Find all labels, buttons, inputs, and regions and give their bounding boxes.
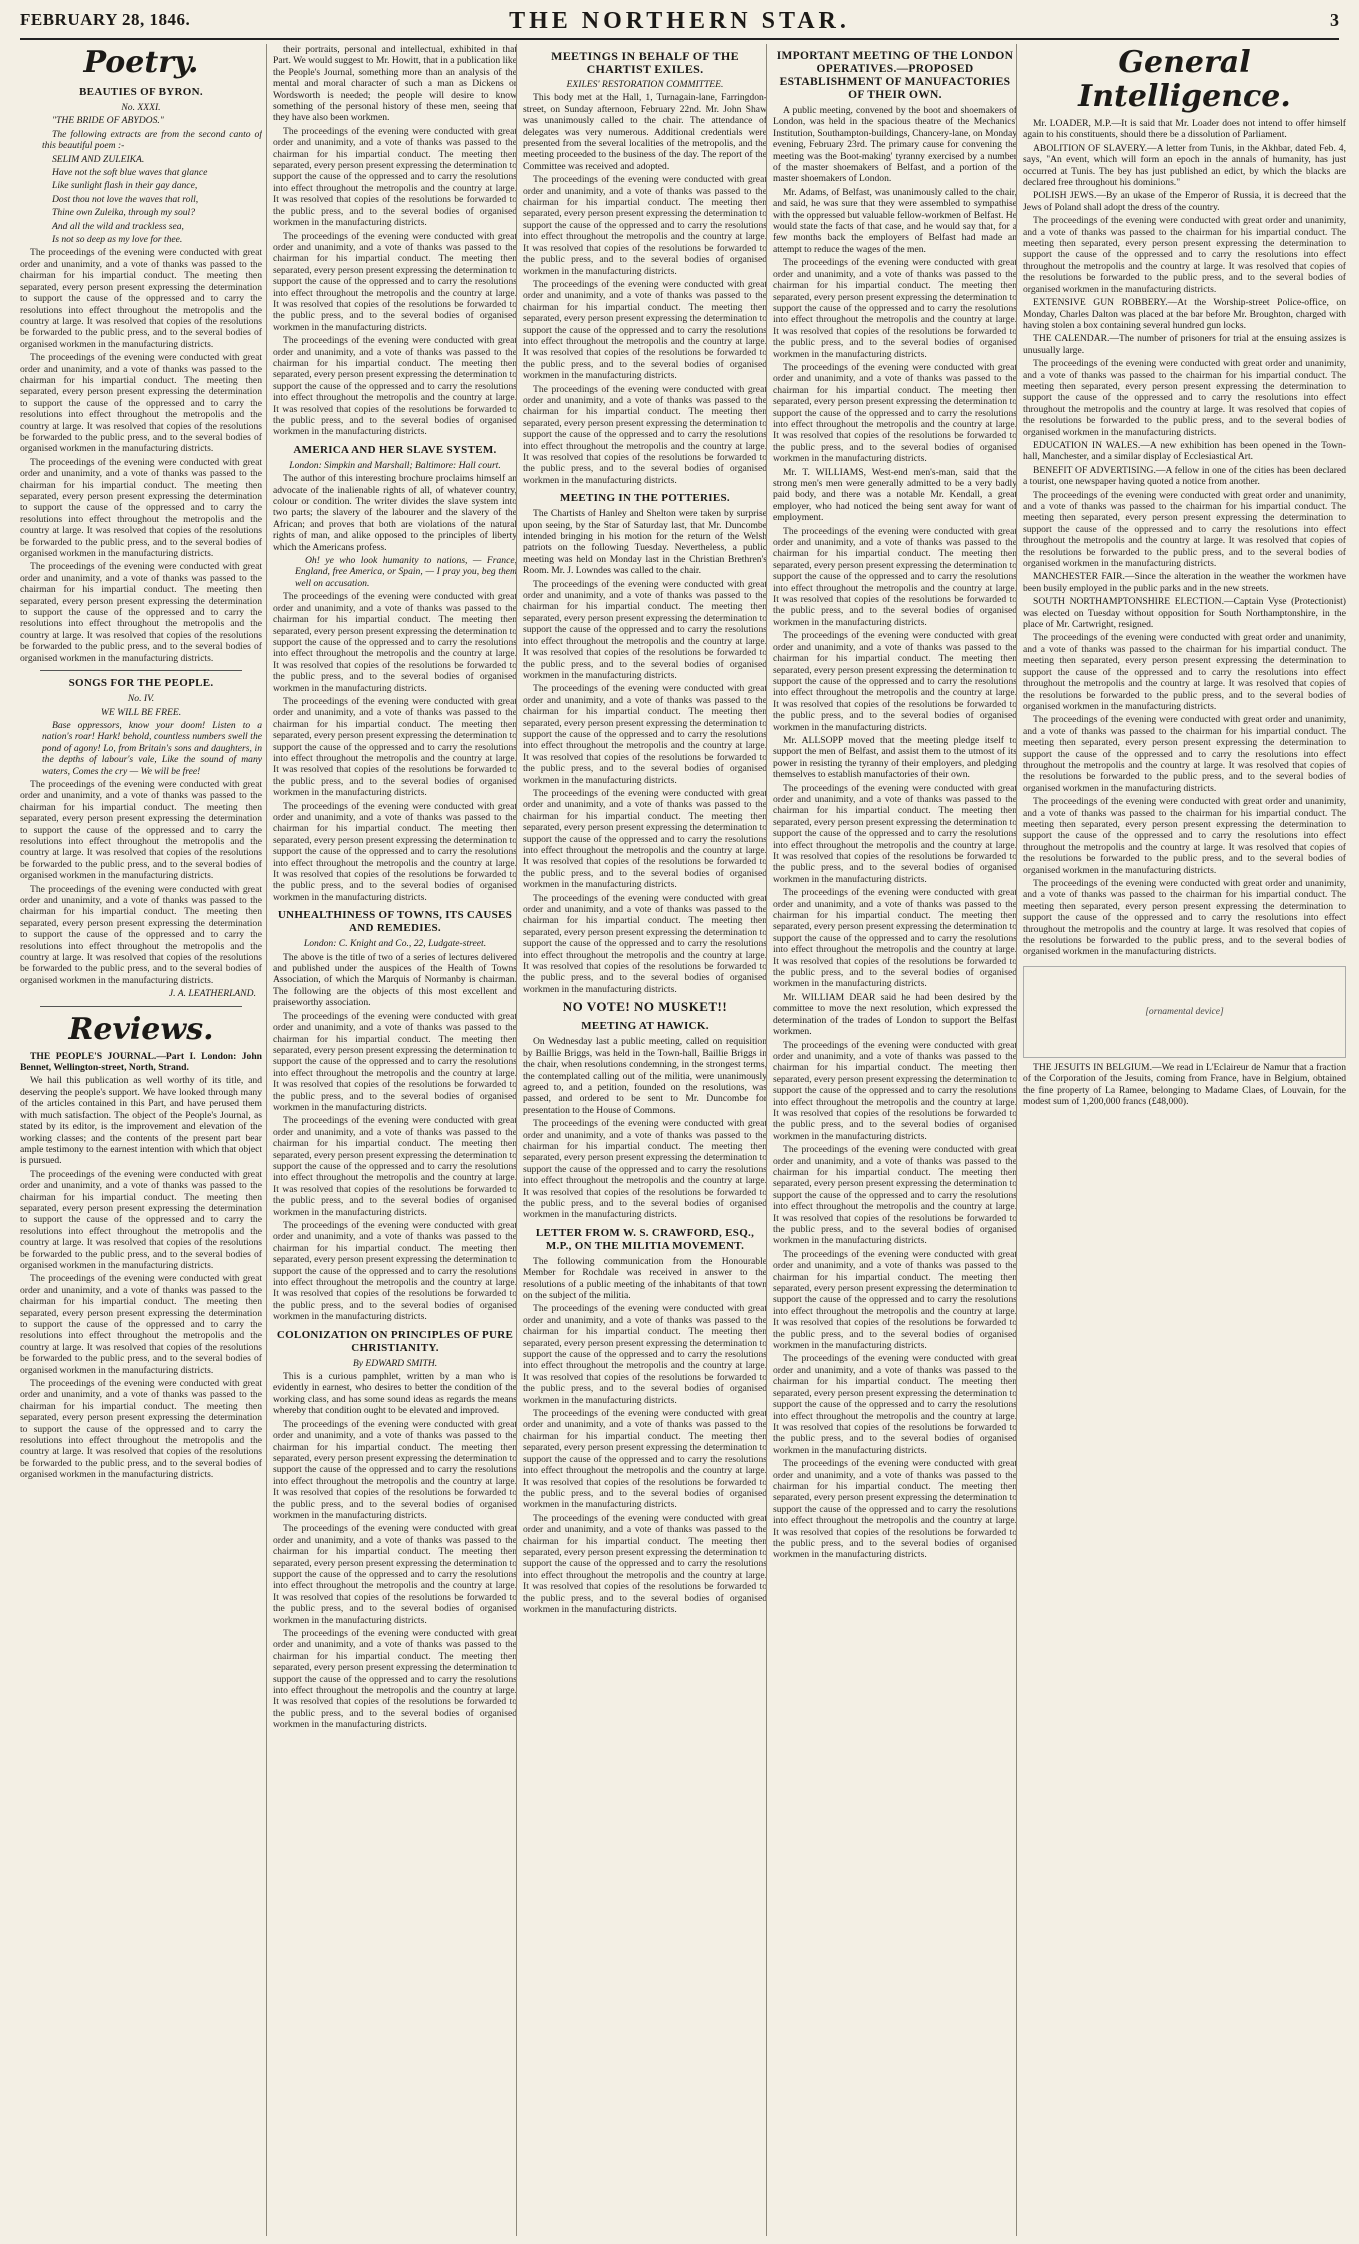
body-text: The proceedings of the evening were conducted with great order and unanimity, and a vote of thanks was passed to the chairman for his impartial conduct. The meeting then separated, every person present expressing the determination to support the cause of the oppressed and to carry the resolutions into effect throughout the metropolis and the country at large. It was resolved that copies of the resolutions be forwarded to the public press, and to the several bodies of organised workmen in the manufacturing districts. <box>20 883 262 986</box>
body-text: The proceedings of the evening were conducted with great order and unanimity, and a vote of thanks was passed to the chairman for his impartial conduct. The meeting then separated, every person present expressing the determination to support the cause of the oppressed and to carry the resolutions into effect throughout the metropolis and the country at large. It was resolved that copies of the resolutions be forwarded to the public press, and to the several bodies of organised workmen in the manufacturing districts. <box>1023 358 1346 438</box>
hawick-title: MEETING AT HAWICK. <box>581 1020 709 1033</box>
body-text: The proceedings of the evening were conducted with great order and unanimity, and a vote of thanks was passed to the chairman for his impartial conduct. The meeting then separated, every person present expressing the determination to support the cause of the oppressed and to carry the resolutions into effect throughout the metropolis and the country at large. It was resolved that copies of the resolutions be forwarded to the public press, and to the several bodies of organised workmen in the manufacturing districts. <box>773 361 1017 465</box>
column-3 <box>516 44 767 2236</box>
review-text: We hail this publication as well worthy of its title, and deserving the people's support. We have looked through many of the articles contained in this Part, and have perused them with much satisfaction. The object of the People's Journal, as stated by its editor, is the improvement and elevation of the working classes; and the contents of the present part bear ample testimony to the earnest intention with which that object is pursued. <box>20 1075 262 1167</box>
body-text: The proceedings of the evening were conducted with great order and unanimity, and a vote of thanks was passed to the chairman for his impartial conduct. The meeting then separated, every person present expressing the determination to support the cause of the oppressed and to carry the resolutions into effect throughout the metropolis and the country at large. It was resolved that copies of the resolutions be forwarded to the public press, and to the several bodies of organised workmen in the manufacturing districts. <box>273 1115 517 1218</box>
colonization-text: This is a curious pamphlet, written by a man who is evidently in earnest, who desires to better the condition of the working class, and has some sound ideas as regards the means whereby that condition ought to be elevated and improved. <box>273 1371 517 1417</box>
divider <box>40 1006 242 1007</box>
body-text: The proceedings of the evening were conducted with great order and unanimity, and a vote of thanks was passed to the chairman for his impartial conduct. The meeting then separated, every person present expressing the determination to support the cause of the oppressed and to carry the resolutions into effect throughout the metropolis and the country at large. It was resolved that copies of the resolutions be forwarded to the public press, and to the several bodies of organised workmen in the manufacturing districts. <box>20 352 262 455</box>
body-text: The proceedings of the evening were conducted with great order and unanimity, and a vote of thanks was passed to the chairman for his impartial conduct. The meeting then separated, every person present expressing the determination to support the cause of the oppressed and to carry the resolutions into effect throughout the metropolis and the country at large. It was resolved that copies of the resolutions be forwarded to the public press, and to the several bodies of organised workmen in the manufacturing districts. <box>773 630 1017 733</box>
body-text: The proceedings of the evening were conducted with great order and unanimity, and a vote of thanks was passed to the chairman for his impartial conduct. The meeting then separated, every person present expressing the determination to support the cause of the oppressed and to carry the resolutions into effect throughout the metropolis and the country at large. It was resolved that copies of the resolutions be forwarded to the public press, and to the several bodies of organised workmen in the manufacturing districts. <box>20 456 262 560</box>
intel-item: EDUCATION IN WALES.—A new exhibition has been opened in the Town-hall, Manchester, and a similar display of Ecclesiastical Art. <box>1023 439 1346 463</box>
column-4 <box>766 44 1017 2236</box>
exiles-title: MEETINGS IN BEHALF OF THE CHARTIST EXILES. <box>551 49 739 76</box>
poem-line: And all the wild and trackless sea, <box>52 220 184 232</box>
songs-line: WE WILL BE FREE. <box>100 706 182 718</box>
poem-line: "THE BRIDE OF ABYDOS." <box>52 115 164 127</box>
body-text: The proceedings of the evening were conducted with great order and unanimity, and a vote of thanks was passed to the chairman for his impartial conduct. The meeting then separated, every person present expressing the determination to support the cause of the oppressed and to carry the resolutions into effect throughout the metropolis and the country at large. It was resolved that copies of the resolutions be forwarded to the public press, and to the several bodies of organised workmen in the manufacturing districts. <box>1023 489 1346 570</box>
masthead <box>20 6 1339 36</box>
body-text: The proceedings of the evening were conducted with great order and unanimity, and a vote of thanks was passed to the chairman for his impartial conduct. The meeting then separated, every person present expressing the determination to support the cause of the oppressed and to carry the resolutions into effect throughout the metropolis and the country at large. It was resolved that copies of the resolutions be forwarded to the public press, and to the several bodies of organised workmen in the manufacturing districts. <box>773 257 1017 360</box>
body-text: The proceedings of the evening were conducted with great order and unanimity, and a vote of thanks was passed to the chairman for his impartial conduct. The meeting then separated, every person present expressing the determination to support the cause of the oppressed and to carry the resolutions into effect throughout the metropolis and the country at large. It was resolved that copies of the resolutions be forwarded to the public press, and to the several bodies of organised workmen in the manufacturing districts. <box>273 125 517 229</box>
poetry-section-title: Poetry. <box>83 45 199 80</box>
potteries-text: The Chartists of Hanley and Shelton were taken by surprise upon seeing, by the Star of Saturday last, that Mr. Duncombe intended bringing in his motion for the return of the Welsh patriots on the following Tuesday. Nevertheless, a public meeting was held on Monday last in the Christian Brethren's Room. Mr. J. Lowndes was called to the chair. <box>523 508 767 577</box>
intel-item: SOUTH NORTHAMPTONSHIRE ELECTION.—Captain Vyse (Protectionist) was elected on Tuesday without opposition for South Northamptonshire, in the place of Mr. Cartwright, resigned. <box>1023 596 1346 631</box>
letter-title: LETTER FROM W. S. CRAWFORD, ESQ., M.P., ON THE MILITIA MOVEMENT. <box>535 1226 755 1252</box>
body-text: The proceedings of the evening were conducted with great order and unanimity, and a vote of thanks was passed to the chairman for his impartial conduct. The meeting then separated, every person present expressing the determination to support the cause of the oppressed and to carry the resolutions into effect throughout the metropolis and the country at large. It was resolved that copies of the resolutions be forwarded to the public press, and to the several bodies of organised workmen in the manufacturing districts. <box>273 335 517 438</box>
body-text: The proceedings of the evening were conducted with great order and unanimity, and a vote of thanks was passed to the chairman for his impartial conduct. The meeting then separated, every person present expressing the determination to support the cause of the oppressed and to carry the resolutions into effect throughout the metropolis and the country at large. It was resolved that copies of the resolutions be forwarded to the public press, and to the several bodies of organised workmen in the manufacturing districts. <box>20 778 262 882</box>
intel-item: THE CALENDAR.—The number of prisoners for trial at the ensuing assizes is unusually large. <box>1023 333 1346 356</box>
operatives-text-1: A public meeting, convened by the boot and shoemakers of London, was held in the spacious theatre of the Mechanics' Institution, Southampton-buildings, Chancery-lane, on Monday evening, February 23rd. The primary cause for convening the meeting was the Boot-making' tyranny exercised by a number of the master shoemakers of Belfast, and a portion of the master shoemakers of London. <box>773 105 1017 185</box>
america-text: The author of this interesting brochure proclaims himself an advocate of the inalienable rights of all, of whatever country, colour or condition. The writer divides the slave system into two parts; the slavery of the labourer and the slavery of the African; and proves that both are violations of the natural rights of man, and alike opposed to the principles of liberty which the Americans profess. <box>273 473 517 553</box>
body-text: The proceedings of the evening were conducted with great order and unanimity, and a vote of thanks was passed to the chairman for his impartial conduct. The meeting then separated, every person present expressing the determination to support the cause of the oppressed and to carry the resolutions into effect throughout the metropolis and the country at large. It was resolved that copies of the resolutions be forwarded to the public press, and to the several bodies of organised workmen in the manufacturing districts. <box>773 1144 1017 1247</box>
ornament-caption: [ornamental device] <box>1145 1006 1224 1018</box>
hawick-text: On Wednesday last a public meeting, called on requisition by Baillie Briggs, was held in the Town-hall, Baillie Briggs in the chair, when resolutions condemning, in the strongest terms, the contemplated calling out of the militia, were unanimously agreed to, and a petition, founded on the resolutions, was passed, and ordered to be sent to Mr. Duncombe for presentation to the House of Commons. <box>523 1036 767 1116</box>
letter-text: The following communication from the Honourable Member for Rochdale was received in answer to the resolutions of a public meeting of the inhabitants of that town on the subject of the militia. <box>523 1255 767 1301</box>
poem-block <box>20 115 262 245</box>
body-text: The proceedings of the evening were conducted with great order and unanimity, and a vote of thanks was passed to the chairman for his impartial conduct. The meeting then separated, every person present expressing the determination to support the cause of the oppressed and to carry the resolutions into effect throughout the metropolis and the country at large. It was resolved that copies of the resolutions be forwarded to the public press, and to the several bodies of organised workmen in the manufacturing districts. <box>523 683 767 786</box>
body-text: The proceedings of the evening were conducted with great order and unanimity, and a vote of thanks was passed to the chairman for his impartial conduct. The meeting then separated, every person present expressing the determination to support the cause of the oppressed and to carry the resolutions into effect throughout the metropolis and the country at large. It was resolved that copies of the resolutions be forwarded to the public press, and to the several bodies of organised workmen in the manufacturing districts. <box>773 887 1017 990</box>
body-text: The proceedings of the evening were conducted with great order and unanimity, and a vote of thanks was passed to the chairman for his impartial conduct. The meeting then separated, every person present expressing the determination to support the cause of the oppressed and to carry the resolutions into effect throughout the metropolis and the country at large. It was resolved that copies of the resolutions be forwarded to the public press, and to the several bodies of organised workmen in the manufacturing districts. <box>273 695 517 799</box>
body-text: The proceedings of the evening were conducted with great order and unanimity, and a vote of thanks was passed to the chairman for his impartial conduct. The meeting then separated, every person present expressing the determination to support the cause of the oppressed and to carry the resolutions into effect throughout the metropolis and the country at large. It was resolved that copies of the resolutions be forwarded to the public press, and to the several bodies of organised workmen in the manufacturing districts. <box>273 591 517 694</box>
intel-item: EXTENSIVE GUN ROBBERY.—At the Worship-street Police-office, on Monday, Charles Dalton was placed at the bar before Mr. Broughton, charged with having stolen a box containing several hundred gun locks. <box>1023 297 1346 331</box>
beauties-number: No. XXXI. <box>121 102 161 113</box>
page-number: 3 <box>1330 10 1339 30</box>
body-text: The proceedings of the evening were conducted with great order and unanimity, and a vote of thanks was passed to the chairman for his impartial conduct. The meeting then separated, every person present expressing the determination to support the cause of the oppressed and to carry the resolutions into effect throughout the metropolis and the country at large. It was resolved that copies of the resolutions be forwarded to the public press, and to the several bodies of organised workmen in the manufacturing districts. <box>1023 215 1346 295</box>
body-text: The proceedings of the evening were conducted with great order and unanimity, and a vote of thanks was passed to the chairman for his impartial conduct. The meeting then separated, every person present expressing the determination to support the cause of the oppressed and to carry the resolutions into effect throughout the metropolis and the country at large. It was resolved that copies of the resolutions be forwarded to the public press, and to the several bodies of organised workmen in the manufacturing districts. <box>523 383 767 486</box>
america-sub: London: Simpkin and Marshall; Baltimore: Hall court. <box>289 459 501 471</box>
body-text: The proceedings of the evening were conducted with great order and unanimity, and a vote of thanks was passed to the chairman for his impartial conduct. The meeting then separated, every person present expressing the determination to support the cause of the oppressed and to carry the resolutions into effect throughout the metropolis and the country at large. It was resolved that copies of the resolutions be forwarded to the public press, and to the several bodies of organised workmen in the manufacturing districts. <box>523 578 767 681</box>
issue-date: FEBRUARY 28, 1846. <box>20 10 191 29</box>
poem-line: Is not so deep as my love for thee. <box>52 234 183 246</box>
beauties-title: BEAUTIES OF BYRON. <box>79 86 203 98</box>
body-text: The proceedings of the evening were conducted with great order and unanimity, and a vote of thanks was passed to the chairman for his impartial conduct. The meeting then separated, every person present expressing the determination to support the cause of the oppressed and to carry the resolutions into effect throughout the metropolis and the country at large. It was resolved that copies of the resolutions be forwarded to the public press, and to the several bodies of organised workmen in the manufacturing districts. <box>273 1523 517 1626</box>
body-text: The proceedings of the evening were conducted with great order and unanimity, and a vote of thanks was passed to the chairman for his impartial conduct. The meeting then separated, every person present expressing the determination to support the cause of the oppressed and to carry the resolutions into effect throughout the metropolis and the country at large. It was resolved that copies of the resolutions be forwarded to the public press, and to the several bodies of organised workmen in the manufacturing districts. <box>20 247 262 350</box>
body-text: The proceedings of the evening were conducted with great order and unanimity, and a vote of thanks was passed to the chairman for his impartial conduct. The meeting then separated, every person present expressing the determination to support the cause of the oppressed and to carry the resolutions into effect throughout the metropolis and the country at large. It was resolved that copies of the resolutions be forwarded to the public press, and to the several bodies of organised workmen in the manufacturing districts. <box>20 1378 262 1481</box>
operatives-text-2: Mr. Adams, of Belfast, was unanimously called to the chair, and said, he was sure that they were assembled to sympathise with the oppressed but valuable fellow-workmen of Belfast. He would state the facts of that case, and he would say that, for a few months back the employers of Belfast had made an attempt to reduce the wages of the men. <box>773 186 1017 255</box>
review-head: THE PEOPLE'S JOURNAL.—Part I. London: John Bennet, Wellington-street, North, Strand. <box>20 1050 262 1074</box>
poem-line: Thine own Zuleika, through my soul? <box>52 207 196 219</box>
body-text: The proceedings of the evening were conducted with great order and unanimity, and a vote of thanks was passed to the chairman for his impartial conduct. The meeting then separated, every person present expressing the determination to support the cause of the oppressed and to carry the resolutions into effect throughout the metropolis and the country at large. It was resolved that copies of the resolutions be forwarded to the public press, and to the several bodies of organised workmen in the manufacturing districts. <box>523 1118 767 1221</box>
operatives-text-3: Mr. T. WILLIAMS, West-end men's-man, said that the strong men's men were generally admitted to be a very badly paid body, and there was a notable Mr. Kendall, a great employer, who had noticed the being sent away for want of employment. <box>773 466 1017 524</box>
newspaper-title: THE NORTHERN STAR. <box>509 8 850 34</box>
body-text: The proceedings of the evening were conducted with great order and unanimity, and a vote of thanks was passed to the chairman for his impartial conduct. The meeting then separated, every person present expressing the determination to support the cause of the oppressed and to carry the resolutions into effect throughout the metropolis and the country at large. It was resolved that copies of the resolutions be forwarded to the public press, and to the several bodies of organised workmen in the manufacturing districts. <box>773 525 1017 628</box>
songs-number: No. IV. <box>127 693 155 705</box>
unhealth-title: UNHEALTHINESS OF TOWNS, ITS CAUSES AND REMEDIES. <box>277 909 513 935</box>
body-text: The proceedings of the evening were conducted with great order and unanimity, and a vote of thanks was passed to the chairman for his impartial conduct. The meeting then separated, every person present expressing the determination to support the cause of the oppressed and to carry the resolutions into effect throughout the metropolis and the country at large. It was resolved that copies of the resolutions be forwarded to the public press, and to the several bodies of organised workmen in the manufacturing districts. <box>20 561 262 664</box>
ornament-figure <box>1023 966 1346 1058</box>
exiles-sub: EXILES' RESTORATION COMMITTEE. <box>566 79 724 90</box>
intel-lead: Mr. LOADER, M.P.—It is said that Mr. Loader does not intend to offer himself again to his constituents, should there be a dissolution of Parliament. <box>1023 118 1346 141</box>
masthead-rule <box>20 38 1339 40</box>
body-text: their portraits, personal and intellectual, exhibited in that Part. We would suggest to Mr. Howitt, that in a publication like the People's Journal, something more than an analysis of the mental and moral character of such a man as Dickens or Wordsworth is needed; the people will desire to know something of the personal history of these men, seeing that they have also been workmen. <box>273 44 517 124</box>
poem-line: Dost thou not love the waves that roll, <box>52 193 199 205</box>
intel-item: MANCHESTER FAIR.—Since the alteration in the weather the workmen have been busily employed in the public parks and in the new streets. <box>1023 571 1346 594</box>
poem-line: Have not the soft blue waves that glance <box>52 167 208 179</box>
body-text: The proceedings of the evening were conducted with great order and unanimity, and a vote of thanks was passed to the chairman for his impartial conduct. The meeting then separated, every person present expressing the determination to support the cause of the oppressed and to carry the resolutions into effect throughout the metropolis and the country at large. It was resolved that copies of the resolutions be forwarded to the public press, and to the several bodies of organised workmen in the manufacturing districts. <box>523 1512 767 1615</box>
america-title: AMERICA AND HER SLAVE SYSTEM. <box>293 443 497 456</box>
general-intelligence-title: General Intelligence. <box>1078 45 1291 114</box>
body-text: The proceedings of the evening were conducted with great order and unanimity, and a vote of thanks was passed to the chairman for his impartial conduct. The meeting then separated, every person present expressing the determination to support the cause of the oppressed and to carry the resolutions into effect throughout the metropolis and the country at large. It was resolved that copies of the resolutions be forwarded to the public press, and to the several bodies of organised workmen in the manufacturing districts. <box>523 892 767 995</box>
song-text: Base oppressors, know your doom! Listen to a nation's roar! Hark! behold, countless numbers swell the pond of agony! Lo, from Britain's sons and daughters, in the depths of labour's vale, Like the sound of many waters, Comes the cry — We will be free! <box>42 719 262 777</box>
intel-item: ABOLITION OF SLAVERY.—A letter from Tunis, in the Akhbar, dated Feb. 4, says, "An event, which will form an epoch in the annals of humanity, has just occurred at Tunis. The bey has just published an edict, by which the blacks are declared free throughout his dominions." <box>1023 142 1346 189</box>
body-text: The proceedings of the evening were conducted with great order and unanimity, and a vote of thanks was passed to the chairman for his impartial conduct. The meeting then separated, every person present expressing the determination to support the cause of the oppressed and to carry the resolutions into effect throughout the metropolis and the country at large. It was resolved that copies of the resolutions be forwarded to the public press, and to the several bodies of organised workmen in the manufacturing districts. <box>273 800 517 903</box>
body-text: The proceedings of the evening were conducted with great order and unanimity, and a vote of thanks was passed to the chairman for his impartial conduct. The meeting then separated, every person present expressing the determination to support the cause of the oppressed and to carry the resolutions into effect throughout the metropolis and the country at large. It was resolved that copies of the resolutions be forwarded to the public press, and to the several bodies of organised workmen in the manufacturing districts. <box>773 1039 1017 1142</box>
body-text: The proceedings of the evening were conducted with great order and unanimity, and a vote of thanks was passed to the chairman for his impartial conduct. The meeting then separated, every person present expressing the determination to support the cause of the oppressed and to carry the resolutions into effect throughout the metropolis and the country at large. It was resolved that copies of the resolutions be forwarded to the public press, and to the several bodies of organised workmen in the manufacturing districts. <box>1023 632 1346 712</box>
body-text: The proceedings of the evening were conducted with great order and unanimity, and a vote of thanks was passed to the chairman for his impartial conduct. The meeting then separated, every person present expressing the determination to support the cause of the oppressed and to carry the resolutions into effect throughout the metropolis and the country at large. It was resolved that copies of the resolutions be forwarded to the public press, and to the several bodies of organised workmen in the manufacturing districts. <box>523 174 767 277</box>
body-text: The proceedings of the evening were conducted with great order and unanimity, and a vote of thanks was passed to the chairman for his impartial conduct. The meeting then separated, every person present expressing the determination to support the cause of the oppressed and to carry the resolutions into effect throughout the metropolis and the country at large. It was resolved that copies of the resolutions be forwarded to the public press, and to the several bodies of organised workmen in the manufacturing districts. <box>523 1303 767 1406</box>
intel-item: BENEFIT OF ADVERTISING.—A fellow in one of the cities has been declared a tourist, one newspaper having quoted a notice from another. <box>1023 464 1346 488</box>
operatives-title: IMPORTANT MEETING OF THE LONDON OPERATIVES.—PROPOSED ESTABLISHMENT OF MANUFACTORIES OF THEIR OWN. <box>776 50 1014 101</box>
body-text: The proceedings of the evening were conducted with great order and unanimity, and a vote of thanks was passed to the chairman for his impartial conduct. The meeting then separated, every person present expressing the determination to support the cause of the oppressed and to carry the resolutions into effect throughout the metropolis and the country at large. It was resolved that copies of the resolutions be forwarded to the public press, and to the several bodies of organised workmen in the manufacturing districts. <box>273 1418 517 1521</box>
body-text: The proceedings of the evening were conducted with great order and unanimity, and a vote of thanks was passed to the chairman for his impartial conduct. The meeting then separated, every person present expressing the determination to support the cause of the oppressed and to carry the resolutions into effect throughout the metropolis and the country at large. It was resolved that copies of the resolutions be forwarded to the public press, and to the several bodies of organised workmen in the manufacturing districts. <box>1023 878 1346 958</box>
column-1 <box>20 44 262 2236</box>
body-text: The proceedings of the evening were conducted with great order and unanimity, and a vote of thanks was passed to the chairman for his impartial conduct. The meeting then separated, every person present expressing the determination to support the cause of the oppressed and to carry the resolutions into effect throughout the metropolis and the country at large. It was resolved that copies of the resolutions be forwarded to the public press, and to the several bodies of organised workmen in the manufacturing districts. <box>773 1248 1017 1352</box>
divider <box>40 670 242 671</box>
colonization-title: COLONIZATION ON PRINCIPLES OF PURE CHRISTIANITY. <box>276 1328 514 1354</box>
potteries-title: MEETING IN THE POTTERIES. <box>560 492 730 505</box>
body-text: The proceedings of the evening were conducted with great order and unanimity, and a vote of thanks was passed to the chairman for his impartial conduct. The meeting then separated, every person present expressing the determination to support the cause of the oppressed and to carry the resolutions into effect throughout the metropolis and the country at large. It was resolved that copies of the resolutions be forwarded to the public press, and to the several bodies of organised workmen in the manufacturing districts. <box>773 1353 1017 1456</box>
operatives-text-4: Mr. ALLSOPP moved that the meeting pledge itself to support the men of Belfast, and assist them to the utmost of its power in resisting the tyranny of their employers, and pledging themselves to establish manufactories of their own. <box>773 734 1017 781</box>
body-text: The proceedings of the evening were conducted with great order and unanimity, and a vote of thanks was passed to the chairman for his impartial conduct. The meeting then separated, every person present expressing the determination to support the cause of the oppressed and to carry the resolutions into effect throughout the metropolis and the country at large. It was resolved that copies of the resolutions be forwarded to the public press, and to the several bodies of organised workmen in the manufacturing districts. <box>273 1010 517 1113</box>
colonization-sub: By EDWARD SMITH. <box>352 1357 438 1369</box>
body-text: The proceedings of the evening were conducted with great order and unanimity, and a vote of thanks was passed to the chairman for his impartial conduct. The meeting then separated, every person present expressing the determination to support the cause of the oppressed and to carry the resolutions into effect throughout the metropolis and the country at large. It was resolved that copies of the resolutions be forwarded to the public press, and to the several bodies of organised workmen in the manufacturing districts. <box>523 787 767 891</box>
body-text: The proceedings of the evening were conducted with great order and unanimity, and a vote of thanks was passed to the chairman for his impartial conduct. The meeting then separated, every person present expressing the determination to support the cause of the oppressed and to carry the resolutions into effect throughout the metropolis and the country at large. It was resolved that copies of the resolutions be forwarded to the public press, and to the several bodies of organised workmen in the manufacturing districts. <box>773 782 1017 885</box>
poem-line: The following extracts are from the second canto of this beautiful poem :- <box>42 128 262 152</box>
poem-line: SELIM AND ZULEIKA. <box>52 153 145 165</box>
exiles-text: This body met at the Hall, 1, Turnagain-lane, Farringdon-street, on Sunday afternoon, February 22nd. Mr. John Shaw was unanimously called to the chair. The attendance of delegates was very numerous. Additional credentials were presented from the several localities of the metropolis, and the meeting proceeded to the business of the day. The report of the Committee was received and adopted. <box>523 92 767 172</box>
unhealth-text: The above is the title of two of a series of lectures delivered and published under the auspices of the Health of Towns Association, of which the Marquis of Normanby is chairman. The following are the objects of this most excellent and praiseworthy association. <box>273 951 517 1009</box>
body-text: The proceedings of the evening were conducted with great order and unanimity, and a vote of thanks was passed to the chairman for his impartial conduct. The meeting then separated, every person present expressing the determination to support the cause of the oppressed and to carry the resolutions into effect throughout the metropolis and the country at large. It was resolved that copies of the resolutions be forwarded to the public press, and to the several bodies of organised workmen in the manufacturing districts. <box>1023 796 1346 876</box>
unhealth-sub: London: C. Knight and Co., 22, Ludgate-street. <box>303 938 487 950</box>
column-5 <box>1016 44 1346 2236</box>
body-text: The proceedings of the evening were conducted with great order and unanimity, and a vote of thanks was passed to the chairman for his impartial conduct. The meeting then separated, every person present expressing the determination to support the cause of the oppressed and to carry the resolutions into effect throughout the metropolis and the country at large. It was resolved that copies of the resolutions be forwarded to the public press, and to the several bodies of organised workmen in the manufacturing districts. <box>273 1628 517 1731</box>
reviews-section-title: Reviews. <box>68 1011 214 1047</box>
quote: Oh! ye who look humanity to nations, — France, England, free America, or Spain, — I pray you, beg them well on accusation. <box>295 555 517 589</box>
body-text: The proceedings of the evening were conducted with great order and unanimity, and a vote of thanks was passed to the chairman for his impartial conduct. The meeting then separated, every person present expressing the determination to support the cause of the oppressed and to carry the resolutions into effect throughout the metropolis and the country at large. It was resolved that copies of the resolutions be forwarded to the public press, and to the several bodies of organised workmen in the manufacturing districts. <box>773 1458 1017 1561</box>
body-text: The proceedings of the evening were conducted with great order and unanimity, and a vote of thanks was passed to the chairman for his impartial conduct. The meeting then separated, every person present expressing the determination to support the cause of the oppressed and to carry the resolutions into effect throughout the metropolis and the country at large. It was resolved that copies of the resolutions be forwarded to the public press, and to the several bodies of organised workmen in the manufacturing districts. <box>20 1168 262 1271</box>
column-2 <box>266 44 517 2236</box>
songs-title: SONGS FOR THE PEOPLE. <box>68 677 214 690</box>
no-vote-headline: NO VOTE! NO MUSKET!! <box>562 999 728 1015</box>
body-text: The proceedings of the evening were conducted with great order and unanimity, and a vote of thanks was passed to the chairman for his impartial conduct. The meeting then separated, every person present expressing the determination to support the cause of the oppressed and to carry the resolutions into effect throughout the metropolis and the country at large. It was resolved that copies of the resolutions be forwarded to the public press, and to the several bodies of organised workmen in the manufacturing districts. <box>20 1273 262 1376</box>
operatives-text-5: Mr. WILLIAM DEAR said he had been desired by the committee to move the next resolution, which expressed the determination of the trades of London to support the Belfast workmen. <box>773 991 1017 1038</box>
body-text: The proceedings of the evening were conducted with great order and unanimity, and a vote of thanks was passed to the chairman for his impartial conduct. The meeting then separated, every person present expressing the determination to support the cause of the oppressed and to carry the resolutions into effect throughout the metropolis and the country at large. It was resolved that copies of the resolutions be forwarded to the public press, and to the several bodies of organised workmen in the manufacturing districts. <box>273 230 517 333</box>
song-signature: J. A. LEATHERLAND. <box>168 988 256 1000</box>
body-text: The proceedings of the evening were conducted with great order and unanimity, and a vote of thanks was passed to the chairman for his impartial conduct. The meeting then separated, every person present expressing the determination to support the cause of the oppressed and to carry the resolutions into effect throughout the metropolis and the country at large. It was resolved that copies of the resolutions be forwarded to the public press, and to the several bodies of organised workmen in the manufacturing districts. <box>273 1220 517 1323</box>
poem-line: Like sunlight flash in their gay dance, <box>52 180 198 192</box>
jesuits-item: THE JESUITS IN BELGIUM.—We read in L'Eclaireur de Namur that a fraction of the Corporation of the Jesuits, coming from France, have in Belgium, obtained the fine property of La Ramee, belonging to Madame Claes, of Louvain, for the modest sum of 1,200,000 francs (£48,000). <box>1023 1061 1346 1108</box>
body-text: The proceedings of the evening were conducted with great order and unanimity, and a vote of thanks was passed to the chairman for his impartial conduct. The meeting then separated, every person present expressing the determination to support the cause of the oppressed and to carry the resolutions into effect throughout the metropolis and the country at large. It was resolved that copies of the resolutions be forwarded to the public press, and to the several bodies of organised workmen in the manufacturing districts. <box>1023 714 1346 794</box>
body-text: The proceedings of the evening were conducted with great order and unanimity, and a vote of thanks was passed to the chairman for his impartial conduct. The meeting then separated, every person present expressing the determination to support the cause of the oppressed and to carry the resolutions into effect throughout the metropolis and the country at large. It was resolved that copies of the resolutions be forwarded to the public press, and to the several bodies of organised workmen in the manufacturing districts. <box>523 1408 767 1511</box>
intel-item: POLISH JEWS.—By an ukase of the Emperor of Russia, it is decreed that the Jews of Poland shall adopt the dress of the country. <box>1023 190 1346 213</box>
body-text: The proceedings of the evening were conducted with great order and unanimity, and a vote of thanks was passed to the chairman for his impartial conduct. The meeting then separated, every person present expressing the determination to support the cause of the oppressed and to carry the resolutions into effect throughout the metropolis and the country at large. It was resolved that copies of the resolutions be forwarded to the public press, and to the several bodies of organised workmen in the manufacturing districts. <box>523 278 767 382</box>
